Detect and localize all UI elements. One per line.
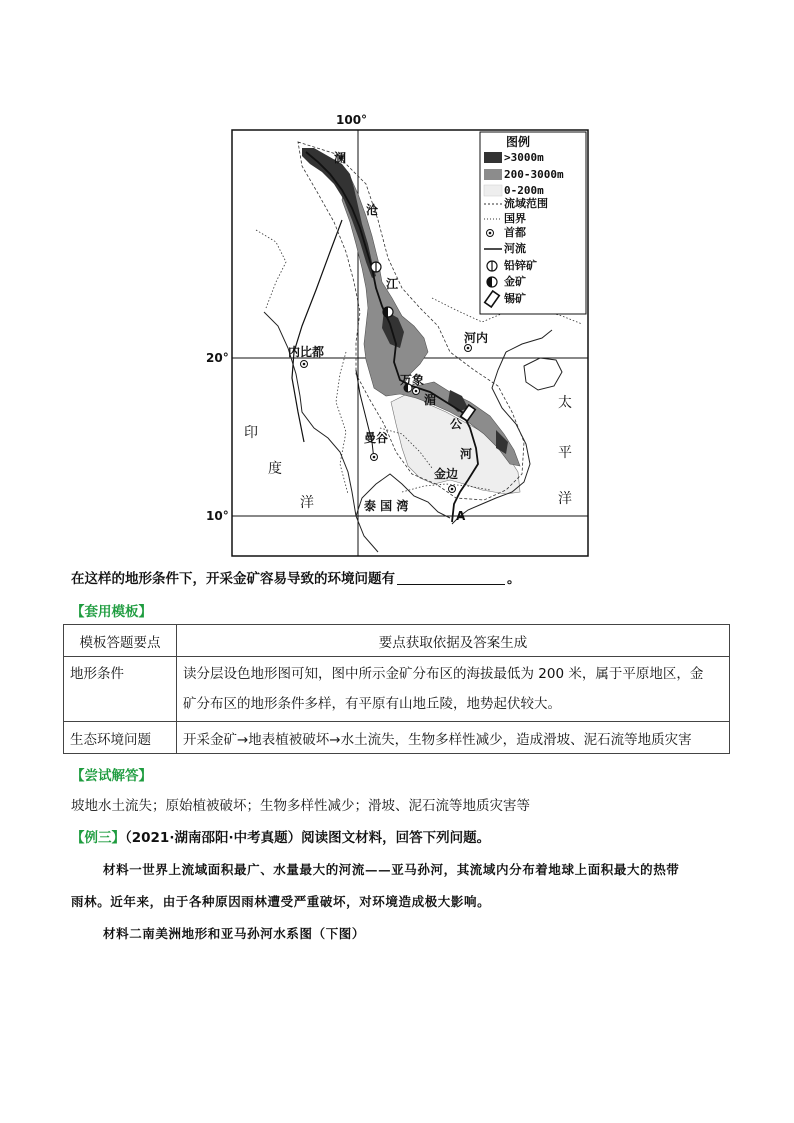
table-row bbox=[64, 657, 730, 722]
legend-label-capital: 首都 bbox=[504, 226, 526, 239]
label-mei: 湄 bbox=[424, 393, 437, 407]
label-tai: 太 bbox=[558, 395, 572, 411]
latitude-label-10: 10° bbox=[206, 509, 229, 523]
table-header-cell: 要点获取依据及答案生成 bbox=[177, 625, 730, 657]
legend-swatch-mid bbox=[484, 169, 502, 180]
label-du: 度 bbox=[268, 461, 282, 477]
label-yang-east: 洋 bbox=[558, 491, 572, 507]
label-neibidu: 内比都 bbox=[288, 345, 325, 359]
example-tag: 【例三】 bbox=[71, 830, 125, 846]
label-jinbian: 金边 bbox=[434, 467, 459, 481]
question-line bbox=[71, 567, 521, 587]
legend-capital-icon bbox=[487, 230, 494, 237]
legend-label-mid: 200-3000m bbox=[504, 168, 564, 181]
label-ping: 平 bbox=[558, 445, 572, 461]
legend-label-low: 0-200m bbox=[504, 184, 544, 197]
label-wanxiang: 万象 bbox=[400, 373, 425, 387]
label-jiang: 江 bbox=[386, 277, 399, 291]
capital-jinbian-icon bbox=[449, 486, 456, 493]
legend-label-tin: 锡矿 bbox=[504, 292, 526, 305]
legend-label-gold: 金矿 bbox=[504, 275, 526, 288]
legend-lead-zinc-icon bbox=[487, 261, 497, 271]
try-section-title: 【尝试解答】 bbox=[71, 768, 152, 784]
table-cell-value bbox=[177, 657, 730, 722]
capital-neibidu-icon bbox=[301, 361, 308, 368]
legend-label-high: >3000m bbox=[504, 151, 544, 164]
capital-mangu-icon bbox=[371, 454, 378, 461]
table-cell-key: 地形条件 bbox=[64, 657, 177, 722]
latitude-label-20: 20° bbox=[206, 351, 229, 365]
answer-text: 坡地水土流失；原始植被破坏；生物多样性减少；滑坡、泥石流等地质灾害等 bbox=[71, 798, 530, 814]
label-point-a: A bbox=[456, 509, 466, 523]
label-mangu: 曼谷 bbox=[364, 431, 389, 445]
legend-label-river: 河流 bbox=[504, 242, 526, 255]
table-header-row bbox=[64, 625, 730, 657]
legend-swatch-high bbox=[484, 152, 502, 163]
legend-swatch-low bbox=[484, 185, 502, 196]
table-header-cell: 模板答题要点 bbox=[64, 625, 177, 657]
capital-henei-icon bbox=[465, 345, 472, 352]
legend-label-basin: 流域范围 bbox=[504, 197, 548, 210]
example-text: （2021·湖南邵阳·中考真题）阅读图文材料，回答下列问题。 bbox=[125, 830, 491, 846]
label-yin: 印 bbox=[244, 425, 258, 441]
table-cell-value: 开采金矿→地表植被破坏→水土流失，生物多样性减少，造成滑坡、泥石流等地质灾害 bbox=[177, 722, 730, 754]
question-suffix: 。 bbox=[507, 571, 521, 587]
table-cell-line: 读分层设色地形图可知，图中所示金矿分布区的海拔最低为 200 米，属于平原地区，金 bbox=[183, 666, 704, 682]
legend-label-lead-zinc: 铅锌矿 bbox=[504, 259, 537, 272]
legend-label-border: 国界 bbox=[504, 212, 526, 225]
gold-mine-icon-1 bbox=[383, 307, 393, 317]
table-cell-key: 生态环境问题 bbox=[64, 722, 177, 754]
label-he: 河 bbox=[460, 447, 473, 461]
mekong-map bbox=[206, 112, 590, 558]
material2-text: 材料二南美洲地形和亚马孙河水系图（下图） bbox=[103, 926, 366, 941]
material1-line1: 材料一世界上流域面积最广、水量最大的河流——亚马孙河，其流域内分布着地球上面积最大的热带 bbox=[103, 862, 680, 877]
lead-zinc-mine-icon bbox=[371, 262, 381, 272]
longitude-label: 100° bbox=[336, 113, 368, 127]
capital-wanxiang-icon bbox=[413, 388, 420, 395]
label-cang: 沧 bbox=[366, 203, 379, 217]
label-lan: 澜 bbox=[334, 151, 347, 165]
label-henei: 河内 bbox=[464, 331, 489, 345]
label-yang-west: 洋 bbox=[300, 495, 314, 511]
template-section-title: 【套用模板】 bbox=[71, 604, 152, 620]
table-row bbox=[64, 722, 730, 754]
material1-line2: 雨林。近年来，由于各种原因雨林遭受严重破坏，对环境造成极大影响。 bbox=[71, 894, 491, 909]
example-heading bbox=[71, 826, 490, 846]
label-gulf-thailand: 泰 国 湾 bbox=[364, 499, 409, 513]
template-table bbox=[63, 624, 730, 754]
table-cell-line: 矿分布区的地形条件多样，有平原有山地丘陵，地势起伏较大。 bbox=[183, 696, 561, 712]
legend-title: 图例 bbox=[506, 135, 531, 149]
legend-gold-icon bbox=[487, 277, 497, 287]
label-gong: 公 bbox=[450, 417, 463, 431]
answer-blank[interactable] bbox=[397, 571, 505, 585]
question-text: 在这样的地形条件下，开采金矿容易导致的环境问题有 bbox=[71, 571, 395, 587]
